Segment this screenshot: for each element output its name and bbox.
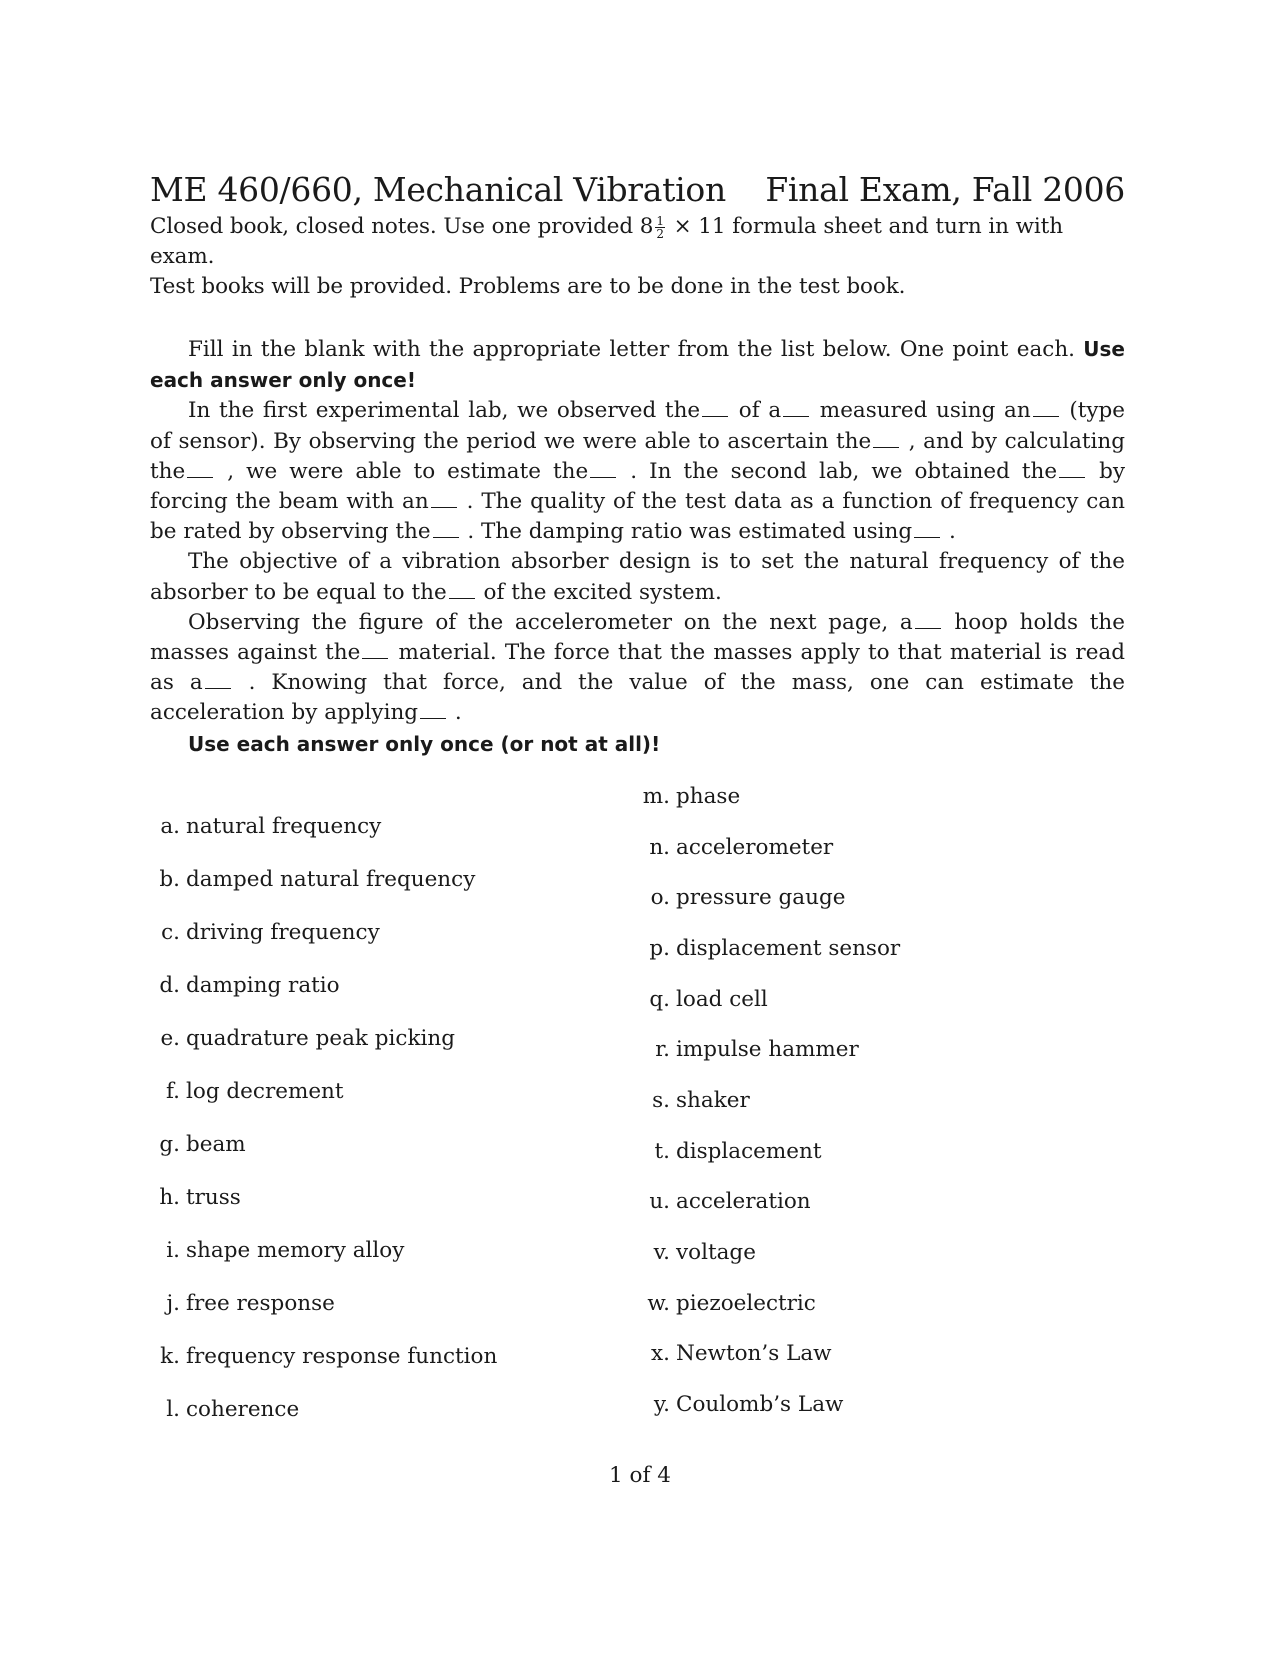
answer-blank[interactable]: [873, 433, 899, 448]
answer-list-left: [150, 814, 497, 1450]
exam-rules: [150, 212, 1125, 302]
instructions-text: Fill in the blank with the appropriate letter from the list below. One point each.: [188, 337, 1084, 362]
answer-blank[interactable]: [420, 704, 446, 719]
exam-title: Final Exam, Fall 2006: [765, 170, 1125, 209]
lab-paragraph: [150, 396, 1125, 547]
answer-option: [150, 1397, 497, 1450]
answer-blank[interactable]: [362, 644, 388, 659]
answer-option: [150, 1238, 497, 1291]
answer-option: [640, 1037, 900, 1088]
rules-text: Closed book, closed notes. Use one provided 8: [150, 214, 654, 239]
paragraph-text: (type of sensor). By observing the period we were able to ascertain the: [150, 398, 1126, 454]
answer-text: voltage: [676, 1240, 756, 1266]
paragraph-text: , we were able to estimate the: [215, 458, 589, 484]
answer-blank[interactable]: [702, 402, 728, 417]
paragraph-text: . The quality of the test data as a function of frequency can be rated by observing the: [150, 489, 1125, 545]
answer-letter: c.: [161, 919, 180, 945]
answer-option: [150, 1185, 497, 1238]
accelerometer-paragraph: [150, 608, 1125, 729]
paragraph-text: measured using an: [811, 398, 1031, 424]
answer-letter: f.: [165, 1078, 180, 1104]
instructions: [150, 334, 1125, 396]
answer-option: [150, 1026, 497, 1079]
answer-blank[interactable]: [449, 584, 475, 599]
answer-option: [640, 885, 900, 936]
answer-blank[interactable]: [914, 523, 940, 538]
answer-text: shape memory alloy: [186, 1237, 405, 1263]
answer-text: log decrement: [186, 1078, 344, 1104]
answer-letter: h.: [159, 1184, 180, 1210]
answer-text: damping ratio: [186, 972, 340, 998]
answer-text: truss: [186, 1184, 241, 1210]
answer-blank[interactable]: [1059, 463, 1085, 478]
answer-option: [150, 973, 497, 1026]
answer-text: frequency response function: [186, 1343, 498, 1369]
paragraph-text: Observing the figure of the accelerometer on the next page, a: [188, 609, 913, 635]
answer-letter: n.: [649, 834, 670, 860]
answer-text: Coulomb’s Law: [676, 1392, 844, 1418]
rules-line-2: Test books will be provided. Problems are to be done in the test book.: [150, 274, 906, 299]
answer-text: coherence: [186, 1396, 300, 1422]
answer-blank[interactable]: [433, 523, 459, 538]
answer-blank[interactable]: [431, 493, 457, 508]
page-number: 1 of 4: [609, 1463, 671, 1488]
answer-option: [640, 1189, 900, 1240]
answer-letter: k.: [160, 1343, 180, 1369]
answer-text: load cell: [676, 986, 768, 1012]
answer-text: driving frequency: [186, 919, 380, 945]
answer-letter: b.: [159, 866, 180, 892]
answer-text: beam: [186, 1131, 246, 1157]
answer-text: piezoelectric: [676, 1290, 816, 1316]
reminder-text: Use each answer only once (or not at all)!: [188, 731, 661, 756]
answer-option: [150, 814, 497, 867]
paragraph-text: The objective of a vibration absorber design is to set the natural frequency of the absorber to be equal to the: [150, 549, 1125, 605]
answer-letter: e.: [160, 1025, 180, 1051]
paragraph-text: .: [448, 700, 462, 726]
answer-option: [640, 987, 900, 1038]
answer-option: [150, 920, 497, 973]
rules-text: × 11 formula sheet and turn in with exam.: [150, 214, 1063, 269]
answer-option: [640, 1240, 900, 1291]
course-title: ME 460/660, Mechanical Vibration: [150, 170, 726, 209]
answer-letter: x.: [651, 1341, 670, 1367]
answer-letter: r.: [655, 1037, 670, 1063]
answer-blank[interactable]: [915, 614, 941, 629]
answer-text: acceleration: [676, 1189, 811, 1215]
answer-text: displacement: [676, 1138, 822, 1164]
answer-list-right: [640, 784, 900, 1443]
answer-letter: y.: [653, 1392, 670, 1418]
answer-option: [150, 867, 497, 920]
answer-letter: t.: [654, 1138, 670, 1164]
answer-letter: j.: [166, 1290, 180, 1316]
answer-letter: g.: [159, 1131, 180, 1157]
paragraph-text: material. The force that the masses apply to that material is read as a: [150, 640, 1125, 696]
answer-letter: w.: [647, 1290, 670, 1316]
answer-text: phase: [676, 783, 741, 809]
answer-option: [640, 784, 900, 835]
answer-letter: u.: [649, 1189, 670, 1215]
paragraph-text: . In the second lab, we obtained the: [618, 458, 1058, 484]
answer-letter: o.: [650, 885, 670, 911]
instructions-emphasis: Use each answer only once!: [150, 337, 1125, 393]
answer-text: damped natural frequency: [186, 866, 476, 892]
answer-option: [640, 936, 900, 987]
paragraph-text: of the excited system.: [476, 579, 722, 605]
question-body: [150, 334, 1125, 760]
answer-blank[interactable]: [1033, 402, 1059, 417]
answer-letter: v.: [653, 1240, 670, 1266]
answer-option: [640, 835, 900, 886]
absorber-paragraph: [150, 547, 1125, 607]
answer-option: [150, 1344, 497, 1397]
rules-line-1: [150, 212, 1125, 272]
answer-letter: q.: [649, 986, 670, 1012]
answer-letter: i.: [166, 1237, 180, 1263]
paragraph-text: . Knowing that force, and the value of the mass, one can estimate the acceleration by applying: [150, 670, 1125, 726]
answer-option: [150, 1291, 497, 1344]
answer-option: [150, 1079, 497, 1132]
answer-letter: d.: [159, 972, 180, 998]
reminder: [150, 729, 1125, 760]
exam-header: [150, 170, 1125, 210]
answer-lists: [150, 784, 1125, 1434]
paragraph-text: In the first experimental lab, we observed the: [188, 398, 701, 424]
answer-option: [640, 1341, 900, 1392]
answer-text: natural frequency: [186, 813, 382, 839]
fraction-denominator: 2: [656, 226, 664, 241]
answer-text: shaker: [676, 1087, 750, 1113]
fraction-one-half: [655, 215, 665, 240]
answer-option: [640, 1392, 900, 1443]
answer-letter: s.: [652, 1087, 670, 1113]
answer-blank[interactable]: [187, 463, 213, 478]
fraction-numerator: 1: [656, 213, 664, 228]
answer-letter: p.: [649, 935, 670, 961]
answer-text: Newton’s Law: [676, 1341, 832, 1367]
answer-letter: m.: [642, 783, 670, 809]
exam-page: [150, 170, 1125, 1434]
answer-option: [640, 1291, 900, 1342]
answer-letter: l.: [166, 1396, 180, 1422]
answer-text: impulse hammer: [676, 1037, 859, 1063]
answer-text: quadrature peak picking: [186, 1025, 455, 1051]
answer-option: [640, 1139, 900, 1190]
answer-blank[interactable]: [783, 402, 809, 417]
answer-blank[interactable]: [590, 463, 616, 478]
answer-option: [150, 1132, 497, 1185]
paragraph-text: , and by calculating the: [150, 428, 1126, 484]
paragraph-text: . The damping ratio was estimated using: [460, 519, 913, 545]
answer-letter: a.: [160, 813, 180, 839]
answer-option: [640, 1088, 900, 1139]
answer-text: displacement sensor: [676, 935, 901, 961]
paragraph-text: of a: [730, 398, 782, 424]
answer-blank[interactable]: [205, 674, 231, 689]
paragraph-text: .: [942, 519, 956, 545]
answer-text: pressure gauge: [676, 885, 846, 911]
answer-text: free response: [186, 1290, 335, 1316]
answer-text: accelerometer: [676, 834, 834, 860]
paragraph-text: hoop holds the masses against the: [150, 609, 1125, 666]
paragraph-text: by forcing the beam with an: [150, 458, 1125, 515]
